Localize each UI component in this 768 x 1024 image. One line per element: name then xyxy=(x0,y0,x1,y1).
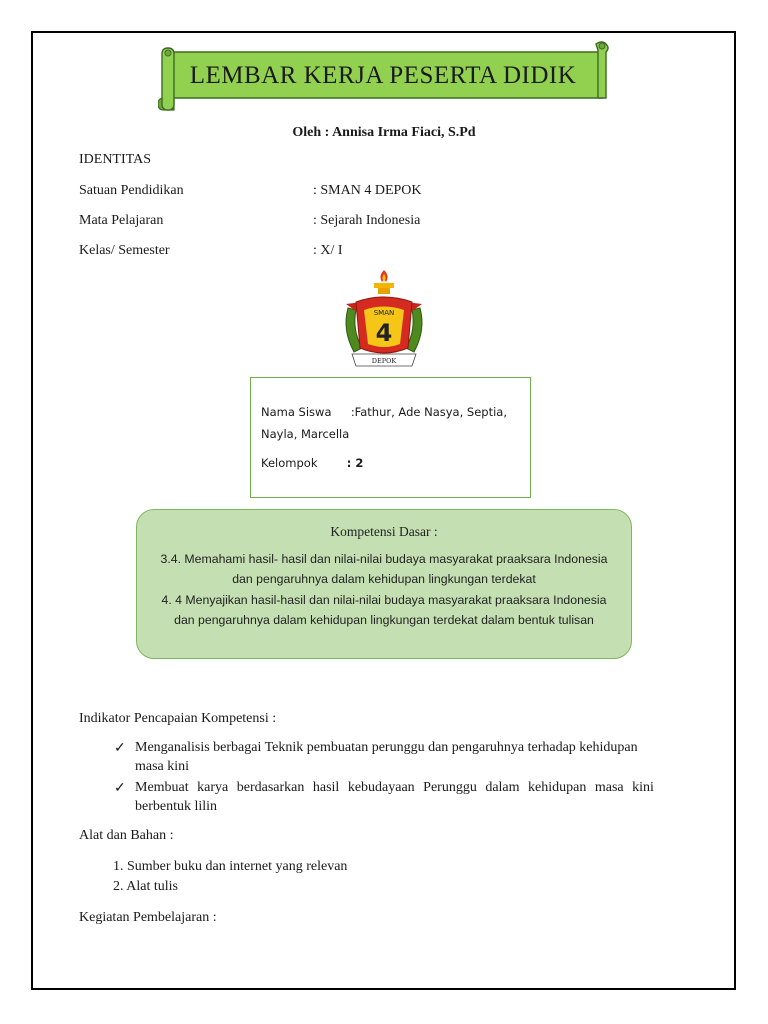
identity-heading: IDENTITAS xyxy=(79,152,151,167)
kompetensi-dasar-box xyxy=(136,509,632,659)
kompetensi-line-3: 4. 4 Menyajikan hasil-hasil dan nilai-nilai budaya masyarakat praaksara Indonesia xyxy=(161,593,607,607)
indikator-item-1-line-1: Menganalisis berbagai Teknik pembuatan perunggu dan pengaruhnya terhadap kehidupan xyxy=(135,740,638,755)
kompetensi-line-1: 3.4. Memahami hasil- hasil dan nilai-nilai budaya masyarakat praaksara Indonesia xyxy=(160,552,608,566)
alat-item-1: 1. Sumber buku dan internet yang relevan xyxy=(113,859,348,874)
identity-value-school: : SMAN 4 DEPOK xyxy=(313,183,422,198)
logo-bottom-text: DEPOK xyxy=(371,357,397,365)
alat-heading: Alat dan Bahan : xyxy=(79,828,174,843)
kompetensi-line-4: dan pengaruhnya dalam kehidupan lingkungan terdekat dalam bentuk tulisan xyxy=(174,613,594,627)
kegiatan-heading: Kegiatan Pembelajaran : xyxy=(79,910,217,925)
title-banner xyxy=(158,40,610,112)
student-name-value: :Fathur, Ade Nasya, Septia, xyxy=(350,405,508,419)
identity-label-school: Satuan Pendidikan xyxy=(79,183,184,198)
student-info-box xyxy=(250,377,531,498)
indikator-heading: Indikator Pencapaian Kompetensi : xyxy=(79,711,277,726)
group-value: : 2 xyxy=(346,456,364,470)
student-name-label: Nama Siswa xyxy=(261,405,332,419)
alat-item-2: 2. Alat tulis xyxy=(113,879,178,894)
indikator-item-1-line-2: masa kini xyxy=(135,759,190,774)
logo-top-text: SMAN xyxy=(373,309,395,317)
page-title: LEMBAR KERJA PESERTA DIDIK xyxy=(189,62,577,89)
identity-label-class: Kelas/ Semester xyxy=(79,243,170,258)
indikator-item-2-line-2: berbentuk lilin xyxy=(135,799,218,814)
group-label: Kelompok xyxy=(261,456,318,470)
indikator-item-2-line-1: Membuat karya berdasarkan hasil kebudayaan Perunggu dalam kehidupan masa kini xyxy=(135,780,654,795)
author-line: Oleh : Annisa Irma Fiaci, S.Pd xyxy=(292,125,476,140)
kompetensi-title: Kompetensi Dasar : xyxy=(330,524,438,539)
identity-value-subject: : Sejarah Indonesia xyxy=(313,213,421,228)
logo-number: 4 xyxy=(375,319,393,347)
student-name-value-cont: Nayla, Marcella xyxy=(261,427,350,441)
checkmark-icon: ✓ xyxy=(114,741,126,756)
identity-label-subject: Mata Pelajaran xyxy=(79,213,164,228)
school-logo xyxy=(338,268,430,372)
kompetensi-line-2: dan pengaruhnya dalam kehidupan lingkungan terdekat xyxy=(232,572,536,586)
checkmark-icon: ✓ xyxy=(114,781,126,796)
identity-value-class: : X/ I xyxy=(313,243,343,258)
